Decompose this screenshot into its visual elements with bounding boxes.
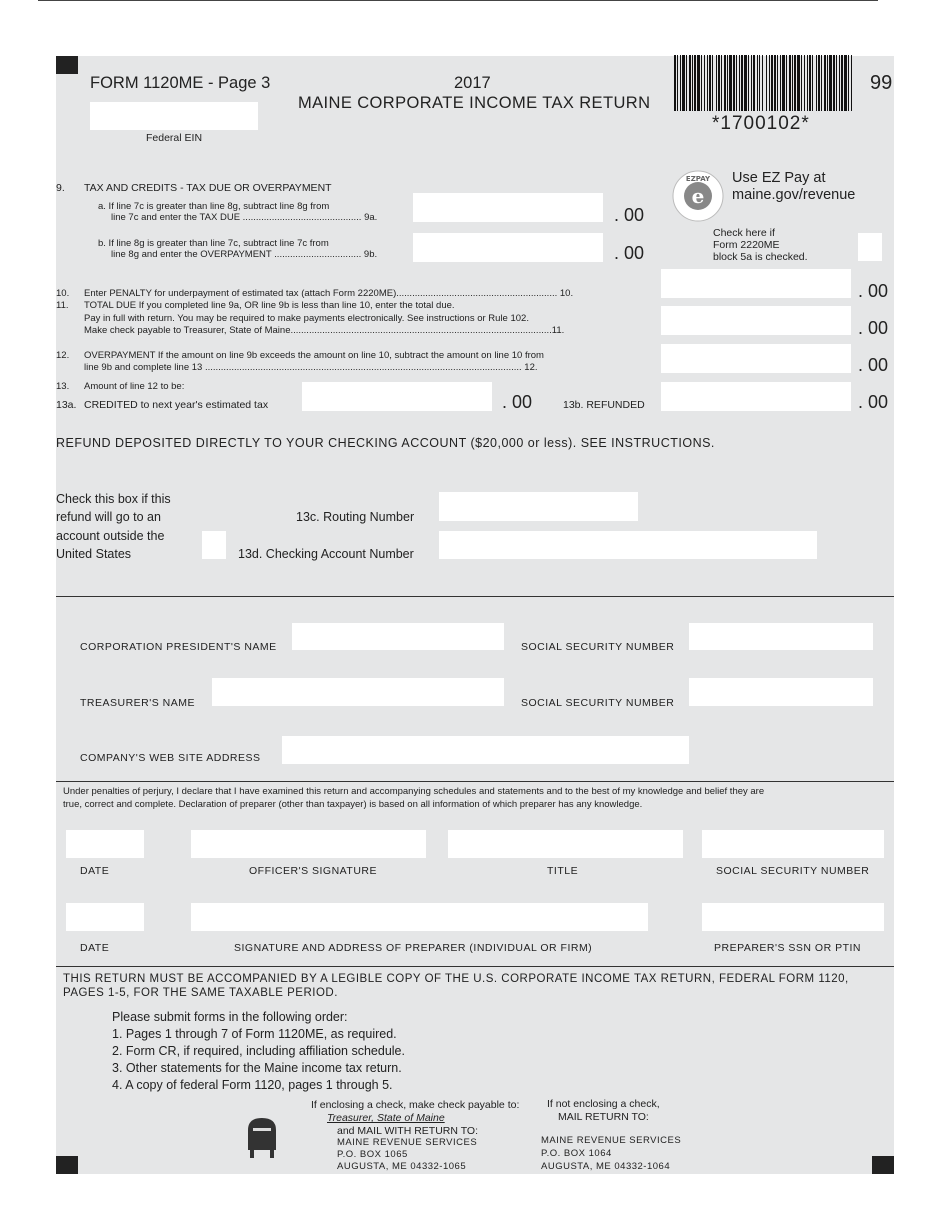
line-12-text-1: OVERPAYMENT If the amount on line 9b exceeds the amount on line 10, subtract the amount on line 10 from (84, 350, 544, 361)
mail-with-return-text: and MAIL WITH RETURN TO: (337, 1125, 478, 1137)
outside-us-text-4: United States (56, 547, 132, 561)
line-11-text-3: Make check payable to Treasurer, State of Maine...................................................................................................11. (84, 325, 565, 336)
section-divider-3 (56, 966, 894, 967)
preparer-signature-label: SIGNATURE AND ADDRESS OF PREPARER (INDIVIDUAL OR FIRM) (234, 942, 593, 954)
line-13-text: Amount of line 12 to be: (84, 381, 185, 392)
line-9-number: 9. (56, 182, 65, 194)
line-12-number: 12. (56, 350, 70, 361)
barcode-text: *1700102* (712, 113, 810, 134)
form-title: MAINE CORPORATE INCOME TAX RETURN (298, 94, 651, 112)
account-number-label: 13d. Checking Account Number (238, 547, 414, 561)
federal-ein-label: Federal EIN (146, 132, 203, 144)
form-panel (56, 56, 894, 1174)
line-9b-text-2: line 8g and enter the OVERPAYMENT ................................. 9b. (111, 249, 378, 260)
preparer-date-label: DATE (80, 942, 110, 954)
routing-number-input[interactable] (439, 492, 638, 521)
top-rule (38, 0, 878, 1)
outside-us-checkbox[interactable] (202, 531, 226, 559)
officer-signature-label: OFFICER'S SIGNATURE (249, 865, 377, 877)
mail-return-text: MAIL RETURN TO: (558, 1111, 649, 1123)
officer-ssn-input[interactable] (702, 830, 884, 858)
tax-year: 2017 (454, 74, 491, 92)
line-12-text-2: line 9b and complete line 13 ........................................................................................................................ 12. (84, 362, 538, 373)
direct-deposit-heading: REFUND DEPOSITED DIRECTLY TO YOUR CHECKING ACCOUNT ($20,000 or less). SEE INSTRUCTIONS. (56, 436, 715, 450)
line-9a-cents: . 00 (614, 205, 645, 225)
line-12-cents: . 00 (858, 355, 889, 375)
form-2220-check-text-1: Check here if (713, 227, 775, 239)
line-11-text-1: TOTAL DUE If you completed line 9a, OR line 9b is less than line 10, enter the total due. (84, 300, 455, 311)
mail-address-1-line-3: AUGUSTA, ME 04332-1065 (337, 1161, 467, 1172)
ezpay-text-2: maine.gov/revenue (732, 187, 856, 203)
form-2220-checkbox[interactable] (858, 233, 882, 261)
ezpay-text-1: Use EZ Pay at (732, 170, 826, 186)
website-label: COMPANY'S WEB SITE ADDRESS (80, 752, 261, 764)
line-13a-number: 13a. (56, 399, 77, 411)
line-9a-text-1: a. If line 7c is greater than line 8g, subtract line 8g from (98, 201, 330, 212)
line-13a-cents: . 00 (502, 392, 533, 412)
routing-number-label: 13c. Routing Number (296, 510, 415, 524)
no-check-text: If not enclosing a check, (547, 1098, 660, 1110)
mailbox-icon (244, 1114, 280, 1158)
president-name-input[interactable] (292, 623, 504, 650)
line-11-cents: . 00 (858, 318, 889, 338)
president-name-label: CORPORATION PRESIDENT'S NAME (80, 641, 277, 653)
line-13b-cents: . 00 (858, 392, 889, 412)
preparer-ssn-label: PREPARER'S SSN OR PTIN (714, 942, 862, 954)
declaration-text-1: Under penalties of perjury, I declare that I have examined this return and accompanying schedules and statements and to the best of my knowledge and belief they are (63, 786, 765, 797)
section-divider-1 (56, 596, 894, 597)
federal-ein-input[interactable] (90, 102, 258, 130)
mail-address-1-line-1: MAINE REVENUE SERVICES (337, 1137, 478, 1148)
line-10-number: 10. (56, 288, 70, 299)
treasurer-name-label: TREASURER'S NAME (80, 697, 196, 709)
submit-order-item-2: 2. Form CR, if required, including affiliation schedule. (112, 1044, 405, 1058)
line-13a-text: CREDITED to next year's estimated tax (84, 399, 269, 411)
submit-order-intro: Please submit forms in the following order: (112, 1010, 348, 1024)
preparer-ssn-input[interactable] (702, 903, 884, 931)
president-ssn-input[interactable] (689, 623, 873, 650)
line-9b-text-1: b. If line 8g is greater than line 7c, subtract line 7c from (98, 238, 329, 249)
attachment-notice-2: PAGES 1-5, FOR THE SAME TAXABLE PERIOD. (63, 987, 338, 999)
payee-name: Treasurer, State of Maine (327, 1112, 445, 1124)
treasurer-name-input[interactable] (212, 678, 504, 706)
mail-address-2-line-3: AUGUSTA, ME 04332-1064 (541, 1161, 671, 1172)
line-11-text-2: Pay in full with return. You may be required to make payments electronically. See instructions or Rule 102. (84, 313, 529, 324)
mail-address-2-line-2: P.O. BOX 1064 (541, 1148, 612, 1159)
mail-address-1-line-2: P.O. BOX 1065 (337, 1149, 408, 1160)
line-13-number: 13. (56, 381, 70, 392)
officer-date-label: DATE (80, 865, 110, 877)
ezpay-logo (672, 170, 724, 222)
svg-text:e: e (691, 184, 705, 208)
line-11-input[interactable] (661, 306, 851, 335)
line-9-title: TAX AND CREDITS - TAX DUE OR OVERPAYMENT (84, 182, 332, 194)
line-13a-input[interactable] (302, 382, 492, 411)
officer-signature-input[interactable] (191, 830, 426, 858)
line-10-cents: . 00 (858, 281, 889, 301)
preparer-signature-input[interactable] (191, 903, 648, 931)
form-id: FORM 1120ME - Page 3 (90, 74, 271, 92)
account-number-input[interactable] (439, 531, 817, 559)
outside-us-text-1: Check this box if this (56, 492, 171, 506)
line-13b-input[interactable] (661, 382, 851, 411)
outside-us-text-2: refund will go to an (56, 510, 161, 524)
line-10-text: Enter PENALTY for underpayment of estimated tax (attach Form 2220ME)............................................................. 10. (84, 288, 574, 299)
officer-title-label: TITLE (547, 865, 579, 877)
registration-mark-top-left (56, 56, 78, 74)
line-9b-cents: . 00 (614, 243, 645, 263)
enclose-check-text: If enclosing a check, make check payable to: (311, 1099, 520, 1111)
line-13b-label: 13b. REFUNDED (563, 399, 645, 411)
treasurer-ssn-label: SOCIAL SECURITY NUMBER (521, 697, 675, 709)
outside-us-text-3: account outside the (56, 529, 165, 543)
svg-text:EZPAY: EZPAY (685, 175, 711, 183)
line-12-input[interactable] (661, 344, 851, 373)
website-input[interactable] (282, 736, 689, 764)
section-divider-2 (56, 781, 894, 782)
submit-order-item-4: 4. A copy of federal Form 1120, pages 1 through 5. (112, 1078, 393, 1092)
line-9a-input[interactable] (413, 193, 603, 222)
president-ssn-label: SOCIAL SECURITY NUMBER (521, 641, 675, 653)
submit-order-item-3: 3. Other statements for the Maine income tax return. (112, 1061, 402, 1075)
officer-date-input[interactable] (66, 830, 144, 858)
treasurer-ssn-input[interactable] (689, 678, 873, 706)
submit-order-item-1: 1. Pages 1 through 7 of Form 1120ME, as required. (112, 1027, 397, 1041)
form-2220-check-text-3: block 5a is checked. (713, 251, 808, 263)
line-9a-text-2: line 7c and enter the TAX DUE ............................................. 9a. (111, 212, 378, 223)
registration-mark-bottom-right (872, 1156, 894, 1174)
officer-title-input[interactable] (448, 830, 683, 858)
form-2220-check-text-2: Form 2220ME (713, 239, 780, 251)
registration-mark-bottom-left (56, 1156, 78, 1174)
attachment-notice-1: THIS RETURN MUST BE ACCOMPANIED BY A LEGIBLE COPY OF THE U.S. CORPORATE INCOME TAX RETURN, FEDERAL FORM 1120, (63, 973, 849, 985)
officer-ssn-label: SOCIAL SECURITY NUMBER (716, 865, 870, 877)
line-11-number: 11. (56, 300, 69, 311)
declaration-text-2: true, correct and complete. Declaration of preparer (other than taxpayer) is based on all information of which preparer has any knowledge. (63, 799, 643, 810)
barcode (672, 55, 856, 113)
preparer-date-input[interactable] (66, 903, 144, 931)
line-10-input[interactable] (661, 269, 851, 298)
mail-address-2-line-1: MAINE REVENUE SERVICES (541, 1135, 682, 1146)
page-code: 99 (870, 72, 893, 94)
line-9b-input[interactable] (413, 233, 603, 262)
